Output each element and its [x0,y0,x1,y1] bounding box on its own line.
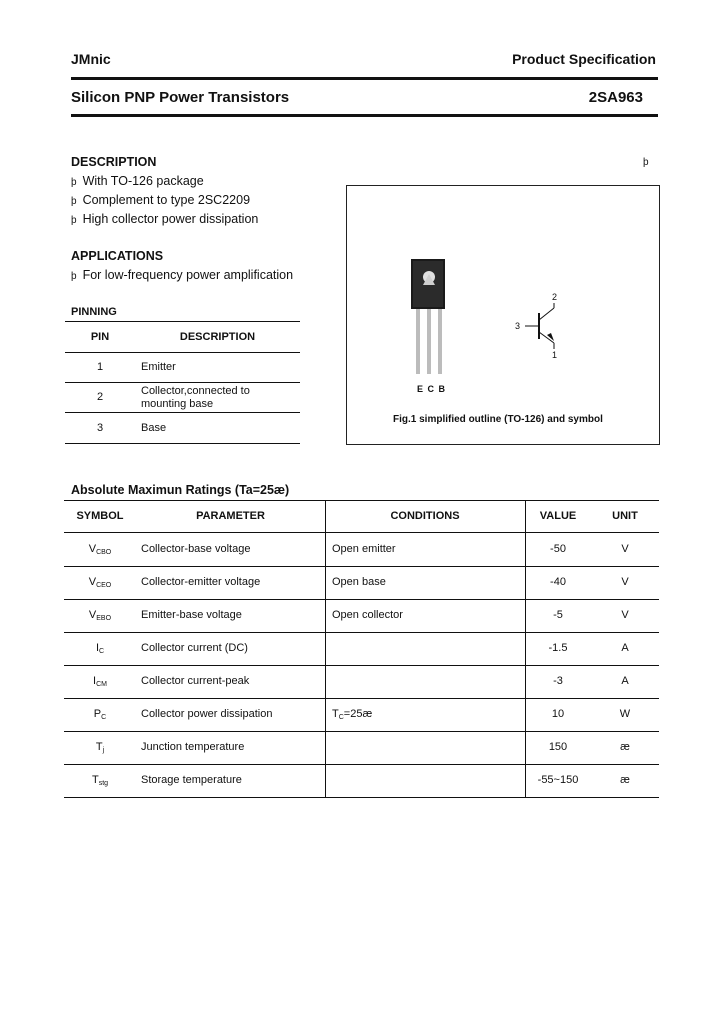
ratings-symbol: $I_{CM}$ [93,675,107,688]
ratings-col-value: VALUE [539,510,577,522]
description-item: þ With TO-126 package [71,174,204,188]
pinning-col-description: DESCRIPTION [179,331,256,343]
ratings-conditions: Open collector [332,609,403,621]
pinning-col-pin: PIN [90,331,110,343]
figure-caption: Fig.1 simplified outline (TO-126) and symbol [393,414,603,425]
pinning-rule [65,443,300,444]
ratings-rule [64,698,659,699]
pin-description: Collector,connected to mounting base [141,385,250,410]
ratings-rule [64,599,659,600]
ratings-col-symbol: SYMBOL [76,510,124,522]
ratings-parameter: Collector-emitter voltage [141,576,261,588]
ratings-parameter: Collector current (DC) [141,642,248,654]
bullet-icon: þ [643,157,649,168]
ratings-symbol: $V_{CEO}$ [88,576,112,589]
ratings-value: -40 [550,576,566,588]
ratings-parameter: Collector-base voltage [141,543,251,555]
ratings-conditions: $T_C=25æ$ [332,708,373,721]
product-title: Silicon PNP Power Transistors [71,89,290,106]
ratings-unit: W [619,708,631,720]
ratings-conditions: Open base [332,576,386,588]
ratings-value: -5 [553,609,563,621]
ratings-rule [64,632,659,633]
ratings-col-unit: UNIT [612,510,638,522]
ratings-unit: æ [620,774,630,786]
ratings-value: -1.5 [548,642,568,654]
ratings-unit: V [621,543,629,555]
ratings-value: -50 [550,543,566,555]
ratings-symbol: $I_C$ [95,642,105,655]
description-list [71,174,258,231]
ratings-parameter: Emitter-base voltage [141,609,242,621]
ratings-title: Absolute Maximun Ratings (Ta=25æ) [71,483,290,497]
pin-number: 3 [96,422,104,434]
pin-number: 2 [96,391,104,403]
ratings-parameter: Storage temperature [141,774,242,786]
pin-number: 1 [96,361,104,373]
pin-description: Base [141,422,167,434]
ratings-conditions: Open emitter [332,543,396,555]
ratings-rule [64,566,659,567]
doc-type: Product Specification [512,51,656,67]
bullet-icon: þ [71,271,77,282]
description-heading: DESCRIPTION [71,155,157,169]
bullet-icon: þ [71,196,77,207]
symbol-pin-emitter: 1 [552,350,558,360]
ratings-symbol: $V_{EBO}$ [88,609,112,622]
ratings-symbol: $T_j$ [95,741,105,754]
ratings-rule [64,500,659,501]
part-number: 2SA963 [588,89,643,106]
ratings-col-conditions: CONDITIONS [390,510,460,522]
ratings-unit: V [621,609,629,621]
ratings-value: 10 [551,708,565,720]
pinning-heading: PINNING [71,306,117,318]
ratings-parameter: Collector current-peak [141,675,250,687]
ratings-value: -3 [553,675,563,687]
header-rule-top [71,77,658,80]
ratings-unit: A [621,675,629,687]
package-pin-labels: E C B [417,384,447,394]
figure-box [346,185,660,445]
package-outline-icon [347,186,659,444]
header-rule-bottom [71,114,658,117]
pinning-rule [65,412,300,413]
bullet-icon: þ [71,215,77,226]
ratings-rule [64,764,659,765]
bullet-icon: þ [71,177,77,188]
pin-description: Emitter [141,361,176,373]
ratings-unit: V [621,576,629,588]
ratings-unit: æ [620,741,630,753]
ratings-col-parameter: PARAMETER [196,510,265,522]
pinning-rule [65,352,300,353]
ratings-symbol: $T_{stg}$ [91,774,109,787]
application-item: þ For low-frequency power amplification [71,268,294,282]
ratings-symbol: $P_C$ [93,708,107,721]
ratings-rule [64,731,659,732]
ratings-value: -55~150 [537,774,579,786]
ratings-unit: A [621,642,629,654]
pinning-rule [65,382,300,383]
ratings-parameter: Junction temperature [141,741,245,753]
ratings-rule [64,665,659,666]
description-item: þ High collector power dissipation [71,212,259,226]
symbol-pin-collector: 2 [552,292,558,302]
ratings-rule [64,532,659,533]
ratings-symbol: $V_{CBO}$ [88,543,112,556]
ratings-value: 150 [548,741,568,753]
symbol-pin-base: 3 [515,321,521,331]
description-item: þ Complement to type 2SC2209 [71,193,251,207]
company-name: JMnic [71,51,111,67]
ratings-parameter: Collector power dissipation [141,708,273,720]
applications-heading: APPLICATIONS [71,249,164,263]
pinning-rule [65,321,300,322]
ratings-rule [64,797,659,798]
ratings-col-divider [325,500,326,797]
